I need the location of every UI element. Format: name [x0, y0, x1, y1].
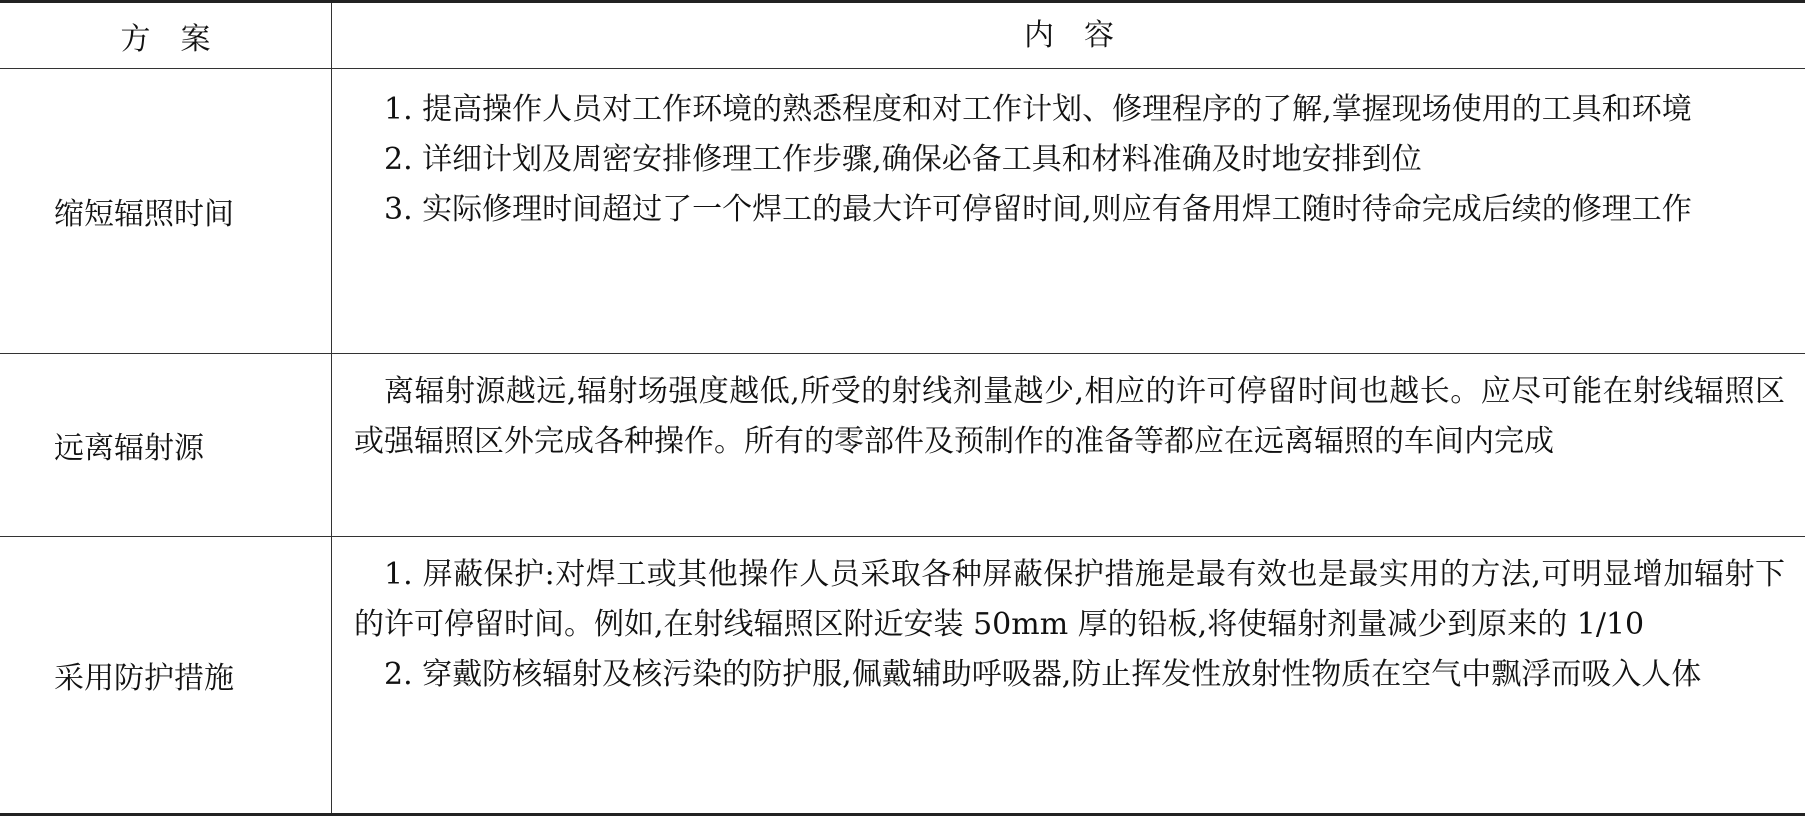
- content-cell: [333, 354, 1805, 536]
- plan-cell: [0, 69, 332, 353]
- header-content-label: 内 容: [1024, 17, 1114, 53]
- content-item: 2. 详细计划及周密安排修理工作步骤,确保必备工具和材料准确及时地安排到位: [384, 142, 1422, 177]
- header-plan-label: 方 案: [120, 21, 211, 57]
- header-cell-plan: [0, 3, 332, 68]
- content-cell: [333, 537, 1805, 813]
- table-row: [0, 69, 1805, 354]
- plan-label: 采用防护措施: [54, 661, 234, 696]
- table-row: [0, 537, 1805, 813]
- content-item: 3. 实际修理时间超过了一个焊工的最大许可停留时间,则应有备用焊工随时待命完成后续的修理工作: [384, 192, 1692, 227]
- plan-label: 缩短辐照时间: [54, 197, 234, 232]
- plan-cell: [0, 537, 332, 813]
- content-cell: [333, 69, 1805, 353]
- plan-label: 远离辐射源: [54, 431, 204, 466]
- header-cell-content: [333, 3, 1805, 68]
- content-item: 1. 屏蔽保护:对焊工或其他操作人员采取各种屏蔽保护措施是最有效也是最实用的方法,可明显增加辐射下的许可停留时间。例如,在射线辐照区附近安装 50mm 厚的铅板,将使辐射剂量减少到原来的 1/10: [354, 557, 1785, 642]
- table-header-row: [0, 3, 1805, 69]
- table-row: [0, 354, 1805, 537]
- plan-cell: [0, 354, 332, 536]
- content-item: 离辐射源越远,辐射场强度越低,所受的射线剂量越少,相应的许可停留时间也越长。应尽可能在射线辐照区或强辐照区外完成各种操作。所有的零部件及预制作的准备等都应在远离辐照的车间内完成: [354, 374, 1785, 459]
- content-item: 1. 提高操作人员对工作环境的熟悉程度和对工作计划、修理程序的了解,掌握现场使用的工具和环境: [384, 92, 1692, 127]
- content-item: 2. 穿戴防核辐射及核污染的防护服,佩戴辅助呼吸器,防止挥发性放射性物质在空气中飘浮而吸入人体: [384, 657, 1702, 692]
